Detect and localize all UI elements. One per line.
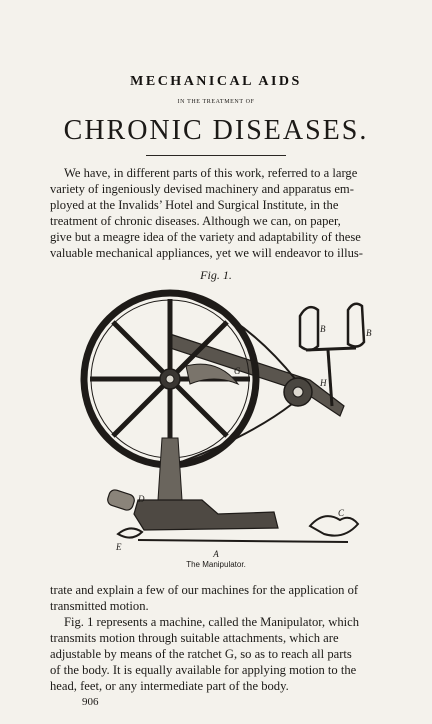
text-line: transmitted motion. — [50, 599, 149, 613]
page-number: 906 — [82, 696, 99, 708]
heading-mechanical-aids: MECHANICAL AIDS — [130, 74, 302, 89]
letter-g: G — [234, 366, 241, 376]
letter-d: D — [138, 494, 145, 504]
text-line: We have, in different parts of this work, referred to a large — [64, 166, 358, 180]
figure-label: Fig. 1. — [200, 268, 232, 282]
attachment-d — [106, 488, 136, 511]
letter-h: H — [320, 378, 327, 388]
stirrup-b-left — [300, 307, 318, 350]
text-line: trate and explain a few of our machines for the application of — [50, 583, 359, 597]
letter-b-right: B — [366, 328, 372, 338]
paragraph-continued — [50, 582, 420, 614]
heading-chronic-diseases: CHRONIC DISEASES. — [63, 115, 369, 146]
attachment-c — [310, 516, 358, 535]
text-line: adjustable by means of the ratchet G, so as to reach all parts — [50, 647, 352, 661]
text-line: head, feet, or any intermediate part of the body. — [50, 679, 289, 693]
text-line: transmits motion through suitable attachments, which are — [50, 631, 339, 645]
letter-e: E — [116, 542, 122, 552]
text-line: of the body. It is equally available for applying motion to the — [50, 663, 357, 677]
letter-b-left: B — [320, 324, 326, 334]
text-line: ployed at the Invalids’ Hotel and Surgical Institute, in the — [50, 198, 339, 212]
paragraph-manipulator — [50, 614, 420, 694]
attachment-e — [118, 528, 142, 537]
heading-in-the-treatment-of: IN THE TREATMENT OF — [177, 99, 255, 105]
loose-rod — [138, 540, 348, 542]
machine-column — [158, 438, 182, 500]
letter-c: C — [338, 508, 345, 518]
text-line: Fig. 1 represents a machine, called the Manipulator, which — [64, 615, 360, 629]
text-line: treatment of chronic diseases. Although we can, on paper, — [50, 214, 341, 228]
stirrup-b-right — [348, 304, 364, 347]
figure-caption: The Manipulator. — [186, 560, 246, 569]
heading-rule — [146, 155, 286, 156]
text-line: valuable mechanical appliances, yet we will endeavor to illus- — [50, 246, 363, 260]
letter-a: A — [213, 549, 219, 559]
machine-base — [134, 500, 278, 530]
manipulator-illustration — [78, 288, 378, 560]
text-line: give but a meagre idea of the variety and adaptability of these — [50, 230, 361, 244]
text-line: variety of ingeniously devised machinery and apparatus em- — [50, 182, 354, 196]
paragraph-intro — [50, 165, 420, 261]
